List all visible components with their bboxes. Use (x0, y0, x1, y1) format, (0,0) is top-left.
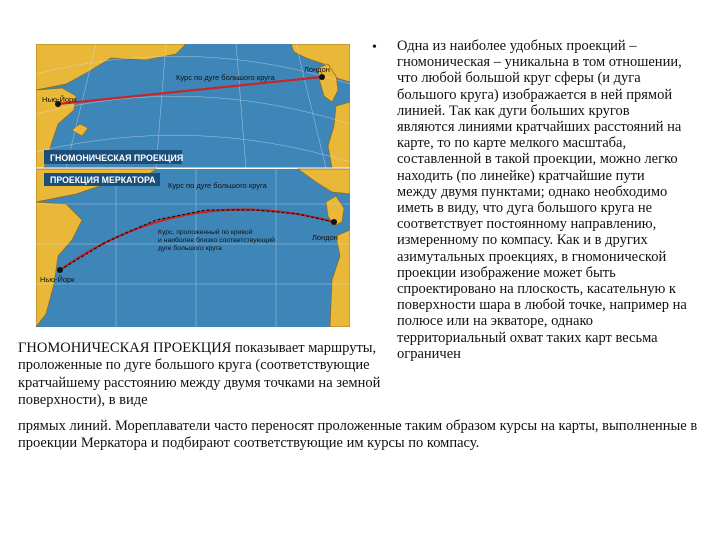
right-paragraph: Одна из наиболее удобных проекций – гномоническая – уникальна в том отношении, что любой большой круг сферы (и дуга большого круга) изображается в ней прямой линией. Так как дуги больших кругов являются линиями кратчайших расстояний на карте, то по карте мелкого масштаба, составленной в такой проекции, можно легко находить (по линейке) кратчайшие пути между двумя пунктами; однако необходимо иметь в виду, что дуга большого круга не соответствует постоянному направлению, измеренному по компасу. Как и в других азимутальных проекциях, в гномонической проекции изображение может быть спроектировано на плоскость, касательную к поверхности шара в любой точке, например на полюсе или на экваторе, однако территориальный охват таких карт весьма ограничен (397, 38, 687, 362)
bullet-marker: • (372, 40, 377, 55)
city-label-new-york: Нью-Йорк (40, 275, 75, 284)
term-gnomonic: ГНОМОНИЧЕСКАЯ ПРОЕКЦИЯ (18, 340, 232, 356)
london-point (331, 219, 337, 225)
gnomonic-map (36, 44, 350, 168)
map-illustration (36, 44, 350, 327)
rhumb-label-line-3: дуге большого круга (158, 245, 222, 252)
bottom-paragraph-block (18, 418, 708, 453)
left-paragraph-rest: показывает маршруты, проложенные по дуге большого круга (соответствующие кратчайшему расстоянию между двумя точками на земной поверхности), в виде (18, 340, 381, 409)
city-label-london: Лондон (312, 233, 338, 242)
banner-mercator-text: ПРОЕКЦИЯ МЕРКАТОРА (50, 175, 156, 185)
right-paragraph-block (397, 38, 687, 362)
city-label-new-york: Нью-Йорк (42, 95, 77, 104)
banner-gnomonic-text: ГНОМОНИЧЕСКАЯ ПРОЕКЦИЯ (50, 153, 184, 163)
mercator-map (36, 169, 350, 327)
rhumb-label-line-2: и наиболее близко соответствующий (158, 237, 275, 244)
city-label-london: Лондон (304, 65, 330, 74)
bottom-paragraph: прямых линий. Мореплаватели часто переносят проложенные таким образом курсы на карты, выполненные в проекции Меркатора и подбирают соответствующие им курсы по компасу. (18, 418, 698, 452)
london-point (319, 74, 325, 80)
route-label: Курс по дуге большого круга (176, 73, 275, 82)
rhumb-label-line-1: Курс, проложенный по кривой (158, 229, 253, 236)
left-paragraph (18, 340, 398, 410)
route-label: Курс по дуге большого круга (168, 181, 267, 190)
left-paragraph-block (18, 340, 398, 410)
new-york-point (57, 267, 63, 273)
